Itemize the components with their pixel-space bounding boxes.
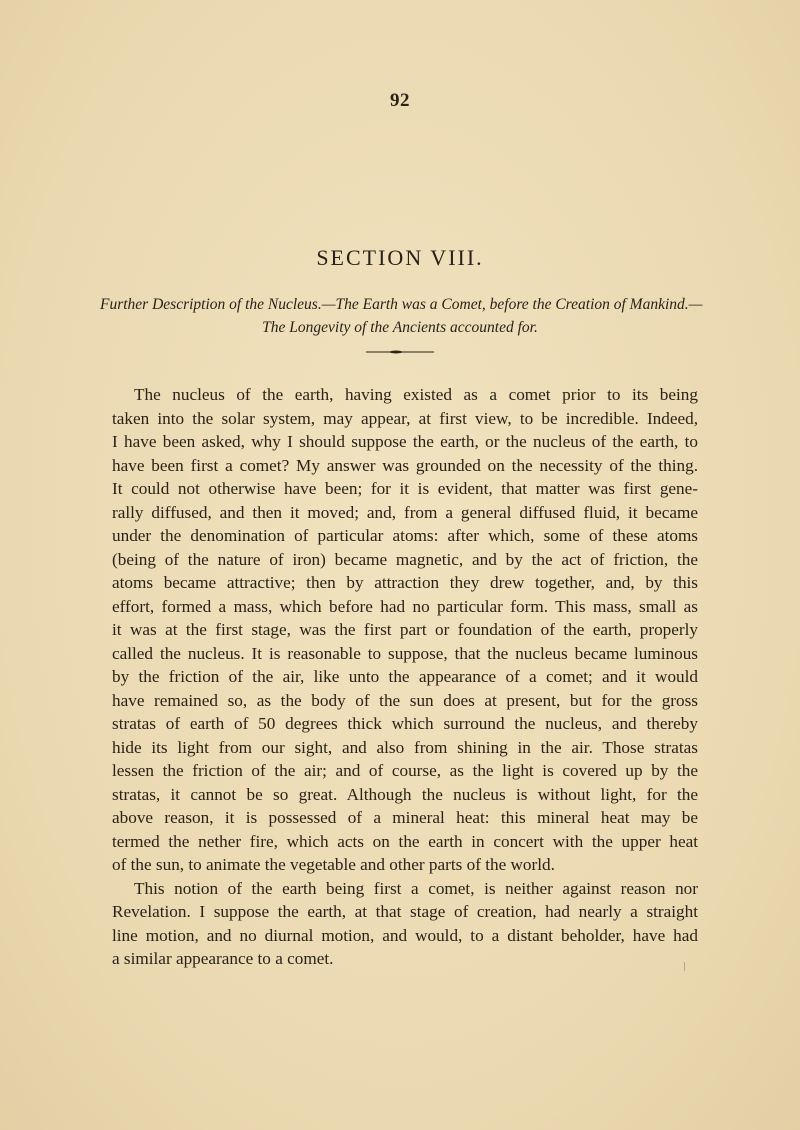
text-line: line motion, and no diurnal motion, and would, to a distant beholder, have had bbox=[112, 925, 698, 945]
text-line: rally diffused, and then it moved; and, from a general diffused fluid, it became bbox=[112, 502, 698, 522]
text-line: I have been asked, why I should suppose the earth, or the nucleus of the earth, to bbox=[112, 432, 698, 451]
text-line: lessen the friction of the air; and of course, as the light is covered up by the bbox=[112, 761, 698, 780]
paper-speck bbox=[684, 962, 685, 971]
text-line: it was at the first stage, was the first part or foundation of the earth, properly bbox=[112, 620, 698, 639]
text-line: by the friction of the air, like unto the appearance of a comet; and it would bbox=[112, 667, 698, 686]
text-line: hide its light from our sight, and also from shining in the air. Those stratas bbox=[112, 737, 698, 757]
text-line: called the nucleus. It is reasonable to suppose, that the nucleus became luminous bbox=[112, 643, 698, 663]
section-title: SECTION VIII. bbox=[316, 245, 484, 270]
text-line: have been first a comet? My answer was grounded on the necessity of the thing. bbox=[112, 455, 698, 475]
text-line: a similar appearance to a comet. bbox=[112, 949, 334, 968]
text-line: termed the nether fire, which acts on the earth in concert with the upper heat bbox=[112, 831, 698, 851]
subtitle-line: The Longevity of the Ancients accounted for. bbox=[262, 319, 538, 336]
text-line: have remained so, as the body of the sun does at present, but for the gross bbox=[112, 690, 698, 710]
text-line: Revelation. I suppose the earth, at that stage of creation, had nearly a straight bbox=[112, 902, 698, 921]
text-line: stratas, it cannot be so great. Although the nucleus is without light, for the bbox=[112, 784, 698, 804]
section-subtitle bbox=[100, 293, 703, 339]
text-line: stratas of earth of 50 degrees thick which surround the nucleus, and thereby bbox=[112, 714, 698, 733]
subtitle-line: Further Description of the Nucleus.—The Earth was a Comet, before the Creation of Mankind.— bbox=[100, 296, 703, 313]
text-line: It could not otherwise have been; for it is evident, that matter was first gene- bbox=[112, 479, 698, 498]
text-line: (being of the nature of iron) became magnetic, and by the act of friction, the bbox=[112, 549, 698, 569]
text-line: of the sun, to animate the vegetable and other parts of the world. bbox=[112, 855, 555, 874]
text-line: The nucleus of the earth, having existed as a comet prior to its being bbox=[134, 385, 698, 404]
text-line: above reason, it is possessed of a mineral heat: this mineral heat may be bbox=[112, 808, 698, 827]
body-text bbox=[112, 383, 698, 971]
ornament-divider-icon bbox=[364, 348, 436, 356]
text-line: taken into the solar system, may appear, at first view, to be incredible. Indeed, bbox=[112, 408, 698, 428]
page-number: 92 bbox=[390, 90, 410, 111]
text-line: effort, formed a mass, which before had no particular form. This mass, small as bbox=[112, 596, 698, 616]
text-line: This notion of the earth being first a comet, is neither against reason nor bbox=[134, 878, 698, 898]
text-line: under the denomination of particular atoms: after which, some of these atoms bbox=[112, 526, 698, 545]
text-line: atoms became attractive; then by attraction they drew together, and, by this bbox=[112, 573, 698, 592]
